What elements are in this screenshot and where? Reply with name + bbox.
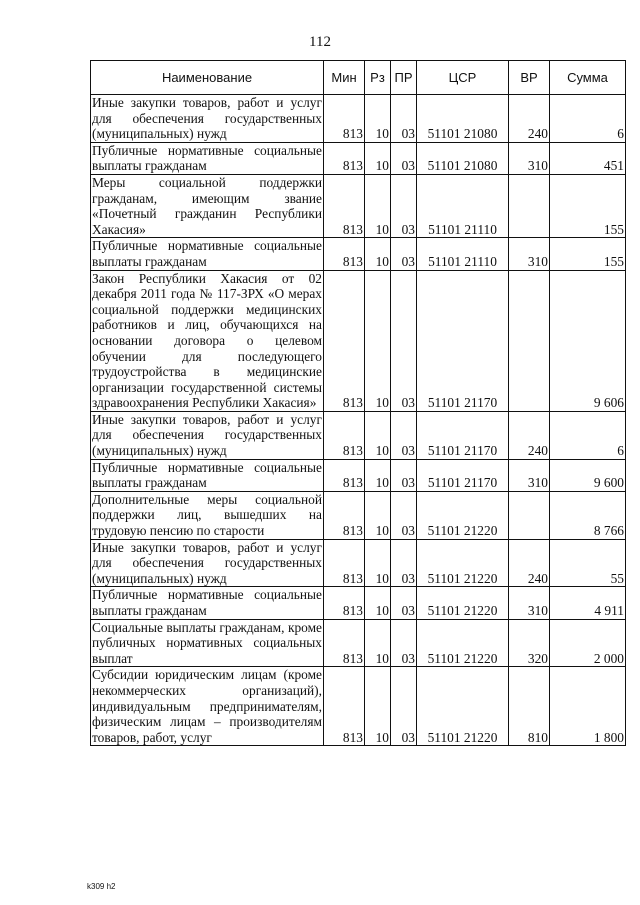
table-row [91,459,626,491]
row-name: Публичные нормативные социальные выплаты гражданам [92,459,322,491]
header-name: Наименование [91,61,324,95]
row-sum: 155 [550,238,626,270]
row-vr: 240 [509,411,550,459]
table-row [91,238,626,270]
row-pr: 03 [391,539,417,587]
row-name: Социальные выплаты гражданам, кроме публичных нормативных социальных выплат [92,619,322,666]
header-row [91,61,626,95]
table-row [91,667,626,746]
row-min: 813 [324,619,365,667]
row-vr: 310 [509,142,550,174]
row-pr: 03 [391,270,417,411]
row-vr: 810 [509,667,550,746]
row-name: Публичные нормативные социальные выплаты гражданам [92,238,322,269]
table-row [91,270,626,411]
row-rz: 10 [365,539,391,587]
row-min: 813 [324,174,365,237]
row-name: Публичные нормативные социальные выплаты гражданам [92,587,322,618]
budget-table [90,60,626,746]
row-csr: 51101 21080 [417,142,509,174]
table-row [91,587,626,619]
row-rz: 10 [365,459,391,491]
table-row [91,491,626,539]
row-rz: 10 [365,95,391,143]
row-vr [509,174,550,237]
row-vr: 310 [509,459,550,491]
row-sum: 6 [550,95,626,143]
row-vr [509,270,550,411]
row-name: Публичные нормативные социальные выплаты гражданам [92,142,322,174]
row-pr: 03 [391,619,417,667]
header-csr: ЦСР [417,61,509,95]
row-rz: 10 [365,587,391,619]
row-rz: 10 [365,411,391,459]
row-min: 813 [324,491,365,539]
row-pr: 03 [391,587,417,619]
row-min: 813 [324,95,365,143]
row-pr: 03 [391,491,417,539]
row-csr: 51101 21170 [417,459,509,491]
table-row [91,539,626,587]
table-row [91,95,626,143]
row-sum: 451 [550,142,626,174]
row-vr [509,491,550,539]
row-vr: 310 [509,238,550,270]
row-pr: 03 [391,459,417,491]
row-rz: 10 [365,238,391,270]
row-pr: 03 [391,95,417,143]
row-name: Иные закупки товаров, работ и услуг для обеспечения государственных (муниципальных) нужд [92,539,322,586]
row-pr: 03 [391,411,417,459]
row-sum: 55 [550,539,626,587]
table-body [91,95,626,746]
header-pr: ПР [391,61,417,95]
row-rz: 10 [365,619,391,667]
row-csr: 51101 21220 [417,539,509,587]
row-csr: 51101 21220 [417,667,509,746]
row-sum: 4 911 [550,587,626,619]
row-min: 813 [324,270,365,411]
row-name: Иные закупки товаров, работ и услуг для обеспечения государственных (муниципальных) нужд [92,95,322,142]
row-name: Иные закупки товаров, работ и услуг для обеспечения государственных (муниципальных) нужд [92,411,322,459]
row-csr: 51101 21080 [417,95,509,143]
row-name: Меры социальной поддержки гражданам, имеющим звание «Почетный гражданин Республики Хакасия» [92,174,322,237]
row-name: Дополнительные меры социальной поддержки лиц, вышедших на трудовую пенсию по старости [92,491,322,539]
row-csr: 51101 21110 [417,174,509,237]
row-rz: 10 [365,270,391,411]
table-header [91,61,626,95]
footer-code: k309 h2 [87,882,116,891]
row-sum: 2 000 [550,619,626,667]
row-vr: 310 [509,587,550,619]
row-pr: 03 [391,142,417,174]
row-vr: 240 [509,95,550,143]
header-rz: Рз [365,61,391,95]
row-min: 813 [324,539,365,587]
row-sum: 155 [550,174,626,237]
row-min: 813 [324,459,365,491]
row-name: Закон Республики Хакасия от 02 декабря 2011 года № 117-ЗРХ «О мерах социальной поддержки медицинских работников и лиц, обучающихся на основании договора о целевом обучении для последующего трудоустройства в медицинские организации государственной системы здравоохранения Республики Хакасия» [92,270,322,411]
header-min: Мин [324,61,365,95]
row-min: 813 [324,667,365,746]
row-vr: 240 [509,539,550,587]
row-sum: 9 600 [550,459,626,491]
row-csr: 51101 21220 [417,491,509,539]
table-row [91,174,626,237]
row-rz: 10 [365,174,391,237]
row-pr: 03 [391,238,417,270]
table-row [91,411,626,459]
row-min: 813 [324,238,365,270]
row-vr: 320 [509,619,550,667]
header-sum: Сумма [550,61,626,95]
row-csr: 51101 21220 [417,587,509,619]
row-min: 813 [324,142,365,174]
row-min: 813 [324,411,365,459]
row-csr: 51101 21220 [417,619,509,667]
row-rz: 10 [365,491,391,539]
page-number: 112 [309,34,331,50]
row-min: 813 [324,587,365,619]
row-rz: 10 [365,667,391,746]
row-sum: 9 606 [550,270,626,411]
row-sum: 6 [550,411,626,459]
header-vr: ВР [509,61,550,95]
table-row [91,619,626,667]
row-csr: 51101 21170 [417,270,509,411]
row-pr: 03 [391,667,417,746]
row-pr: 03 [391,174,417,237]
table-row [91,142,626,174]
row-name: Субсидии юридическим лицам (кроме некоммерческих организаций), индивидуальным предпринимателям, физическим лицам – производителям товаров, работ, услуг [92,667,322,745]
row-sum: 8 766 [550,491,626,539]
row-csr: 51101 21170 [417,411,509,459]
row-rz: 10 [365,142,391,174]
row-sum: 1 800 [550,667,626,746]
row-csr: 51101 21110 [417,238,509,270]
